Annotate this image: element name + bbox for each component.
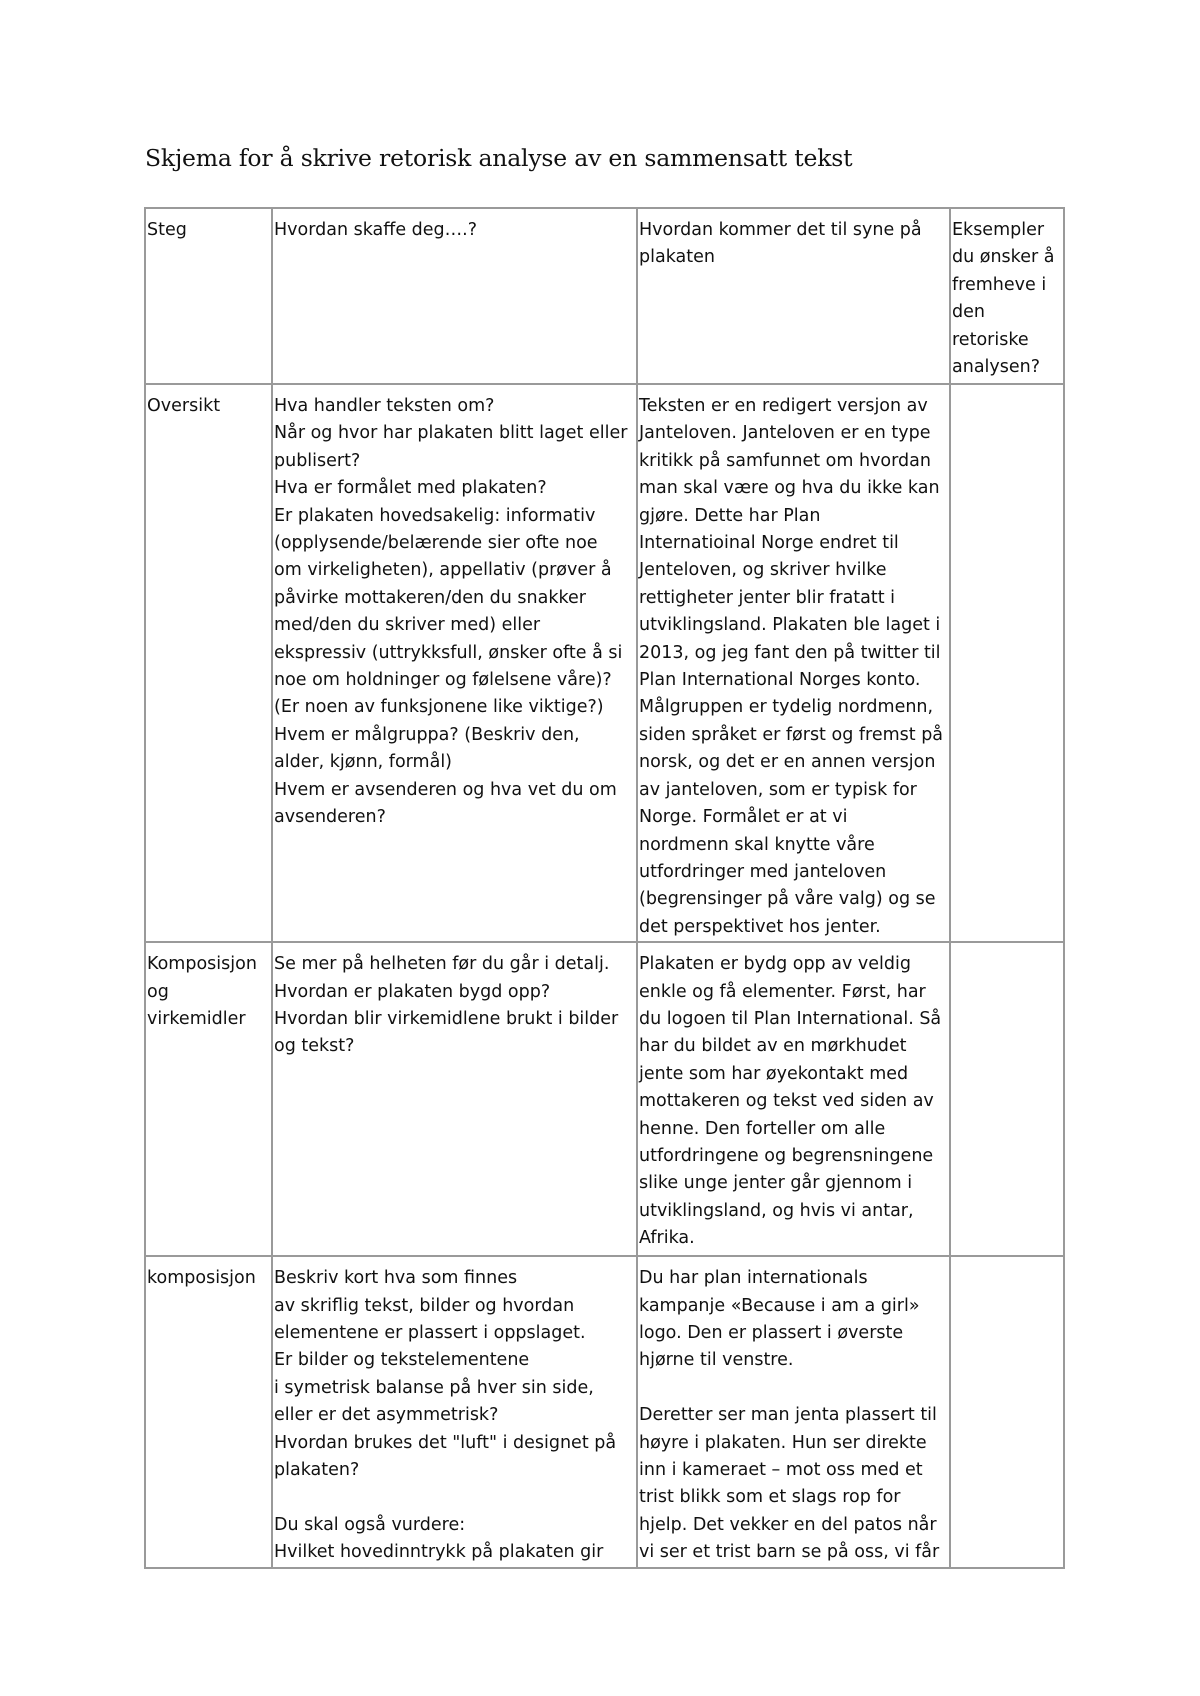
cell-text-line: analysen? bbox=[952, 357, 1041, 378]
cell-text-line: Du har plan internationals bbox=[639, 1268, 868, 1289]
cell-text-line: har du bildet av en mørkhudet bbox=[639, 1036, 907, 1057]
cell-text-line: plakaten bbox=[639, 247, 715, 268]
cell-text-line: utviklingsland, og hvis vi antar, bbox=[639, 1200, 914, 1221]
cell-text-line: rettigheter jenter blir fratatt i bbox=[639, 587, 896, 608]
row-cell-how bbox=[272, 1256, 637, 1567]
row-cell-examples bbox=[950, 1256, 1064, 1567]
cell-text-line: Deretter ser man jenta plassert til bbox=[639, 1405, 937, 1426]
header-steg-text: Steg bbox=[147, 220, 187, 240]
cell-text-line: mottakeren og tekst ved siden av bbox=[639, 1091, 934, 1112]
cell-text-line: om virkeligheten), appellativ (prøver å bbox=[274, 560, 612, 581]
cell-text-line: Hvordan er plakaten bygd opp? bbox=[274, 981, 551, 1002]
cell-text-line: retoriske bbox=[952, 329, 1029, 350]
cell-text-line: Beskriv kort hva som finnes bbox=[274, 1268, 518, 1289]
cell-text-line: (begrensinger på våre valg) og se bbox=[639, 889, 936, 910]
header-how-text: Hvordan skaffe deg….? bbox=[274, 220, 477, 240]
cell-text-line: Hvem er målgruppa? (Beskriv den, bbox=[274, 724, 580, 745]
cell-text-line: vi ser et trist barn se på oss, vi får bbox=[639, 1542, 940, 1563]
cell-text-line: Oversikt bbox=[147, 396, 221, 416]
cell-text-line: Du skal også vurdere: bbox=[274, 1514, 466, 1535]
cell-text-line: kampanje «Because i am a girl» bbox=[639, 1295, 920, 1316]
cell-text-line: Norge. Formålet er at vi bbox=[639, 807, 848, 828]
cell-text-line: hjørne til venstre. bbox=[639, 1350, 794, 1371]
table-row bbox=[145, 1256, 1064, 1567]
table-row bbox=[145, 384, 1064, 942]
cell-text-line: utfordringene og begrensningene bbox=[639, 1145, 934, 1166]
cell-text-line: Hva handler teksten om? bbox=[274, 396, 495, 416]
cell-text-line: Internatioinal Norge endret til bbox=[639, 533, 899, 554]
cell-text-line: inn i kameraet – mot oss med et bbox=[639, 1459, 923, 1480]
row-cell-examples bbox=[950, 384, 1064, 942]
analysis-table bbox=[144, 207, 1065, 1569]
cell-text-line: siden språket er først og fremst på bbox=[639, 724, 944, 745]
cell-text-line: jente som har øyekontakt med bbox=[639, 1063, 909, 1084]
cell-text-line: Hva er formålet med plakaten? bbox=[274, 478, 547, 499]
cell-text-line: Hvordan brukes det "luft" i designet på bbox=[274, 1432, 617, 1453]
cell-text-line: Komposisjon bbox=[147, 954, 257, 975]
cell-text-line: Se mer på helheten før du går i detalj. bbox=[274, 954, 610, 975]
cell-text-line bbox=[274, 1484, 636, 1511]
cell-text-line: henne. Den forteller om alle bbox=[639, 1118, 886, 1139]
cell-text-line: plakaten? bbox=[274, 1459, 360, 1480]
cell-text-line: Plan International Norges konto. bbox=[639, 670, 921, 691]
cell-text-line: den bbox=[952, 302, 985, 323]
row-cell-show bbox=[637, 942, 950, 1256]
cell-text-line: norsk, og det er en annen versjon bbox=[639, 752, 936, 773]
document-title: Skjema for å skrive retorisk analyse av en sammensatt tekst bbox=[145, 144, 853, 172]
cell-text-line: du logoen til Plan International. Så bbox=[639, 1008, 942, 1029]
cell-text-line: du ønsker å bbox=[952, 247, 1055, 268]
cell-text-line: Hvem er avsenderen og hva vet du om bbox=[274, 779, 617, 800]
cell-text-line: fremheve i bbox=[952, 274, 1047, 295]
header-cell-how bbox=[272, 208, 637, 384]
row-cell-how bbox=[272, 384, 637, 942]
cell-text-line: alder, kjønn, formål) bbox=[274, 752, 453, 773]
cell-text-line: og tekst? bbox=[274, 1036, 355, 1057]
header-cell-show bbox=[637, 208, 950, 384]
row-cell-steg bbox=[145, 384, 272, 942]
cell-text-line: man skal være og hva du ikke kan bbox=[639, 478, 940, 499]
cell-text-line: kritikk på samfunnet om hvordan bbox=[639, 450, 931, 471]
cell-text-line: utviklingsland. Plakaten ble laget i bbox=[639, 615, 941, 636]
row-cell-how bbox=[272, 942, 637, 1256]
cell-text-line: trist blikk som et slags rop for bbox=[639, 1487, 901, 1508]
cell-text-line: elementene er plassert i oppslaget. bbox=[274, 1322, 586, 1343]
cell-text-line: Når og hvor har plakaten blitt laget eller bbox=[274, 423, 628, 444]
cell-text-line: publisert? bbox=[274, 450, 361, 471]
cell-text-line: 2013, og jeg fant den på twitter til bbox=[639, 642, 941, 663]
cell-text-line: Er plakaten hovedsakelig: informativ bbox=[274, 505, 596, 526]
table-row bbox=[145, 942, 1064, 1256]
cell-text-line: logo. Den er plassert i øverste bbox=[639, 1322, 904, 1343]
header-cell-steg bbox=[145, 208, 272, 384]
cell-text-line: avsenderen? bbox=[274, 807, 386, 828]
cell-text-line: nordmenn skal knytte våre bbox=[639, 834, 875, 855]
row-cell-show bbox=[637, 1256, 950, 1567]
table-header-row bbox=[145, 208, 1064, 384]
cell-text-line bbox=[639, 1375, 949, 1402]
cell-text-line: Hvilket hovedinntrykk på plakaten gir bbox=[274, 1542, 604, 1563]
cell-text-line: gjøre. Dette har Plan bbox=[639, 505, 821, 526]
cell-text-line: Jenteloven, og skriver hvilke bbox=[639, 560, 887, 581]
row-cell-steg bbox=[145, 942, 272, 1256]
cell-text-line: virkemidler bbox=[147, 1008, 246, 1029]
cell-text-line: Plakaten er bydg opp av veldig bbox=[639, 954, 911, 975]
cell-text-line: slike unge jenter går gjennom i bbox=[639, 1173, 913, 1194]
cell-text-line: (opplysende/belærende sier ofte noe bbox=[274, 533, 598, 554]
row-cell-examples bbox=[950, 942, 1064, 1256]
cell-text-line: ekspressiv (uttrykksfull, ønsker ofte å si bbox=[274, 642, 623, 663]
cell-text-line: påvirke mottakeren/den du snakker bbox=[274, 587, 586, 608]
cell-text-line: Janteloven. Janteloven er en type bbox=[639, 423, 931, 444]
cell-text-line: av skriflig tekst, bilder og hvordan bbox=[274, 1295, 575, 1316]
cell-text-line: det perspektivet hos jenter. bbox=[639, 916, 881, 937]
cell-text-line: hjelp. Det vekker en del patos når bbox=[639, 1514, 937, 1535]
cell-text-line: av janteloven, som er typisk for bbox=[639, 779, 917, 800]
cell-text-line: Er bilder og tekstelementene bbox=[274, 1350, 530, 1371]
cell-text-line: (Er noen av funksjonene like viktige?) bbox=[274, 697, 604, 718]
cell-text-line: med/den du skriver med) eller bbox=[274, 615, 541, 636]
row-cell-steg bbox=[145, 1256, 272, 1567]
cell-text-line: Hvordan blir virkemidlene brukt i bilder bbox=[274, 1008, 619, 1029]
cell-text-line: i symetrisk balanse på hver sin side, bbox=[274, 1377, 594, 1398]
cell-text-line: Afrika. bbox=[639, 1228, 695, 1249]
cell-text-line: Hvordan kommer det til syne på bbox=[639, 220, 922, 240]
cell-text-line: Teksten er en redigert versjon av bbox=[639, 396, 928, 416]
cell-text-line: Eksempler bbox=[952, 220, 1045, 240]
row-cell-show bbox=[637, 384, 950, 942]
cell-text-line: eller er det asymmetrisk? bbox=[274, 1405, 499, 1426]
cell-text-line: utfordringer med janteloven bbox=[639, 861, 887, 882]
cell-text-line: enkle og få elementer. Først, har bbox=[639, 981, 926, 1002]
cell-text-line: høyre i plakaten. Hun ser direkte bbox=[639, 1432, 927, 1453]
cell-text-line: komposisjon bbox=[147, 1268, 256, 1289]
cell-text-line: noe om holdninger og følelsene våre)? bbox=[274, 670, 612, 691]
cell-text-line: Målgruppen er tydelig nordmenn, bbox=[639, 697, 934, 718]
cell-text-line: og bbox=[147, 981, 169, 1002]
header-cell-examples bbox=[950, 208, 1064, 384]
